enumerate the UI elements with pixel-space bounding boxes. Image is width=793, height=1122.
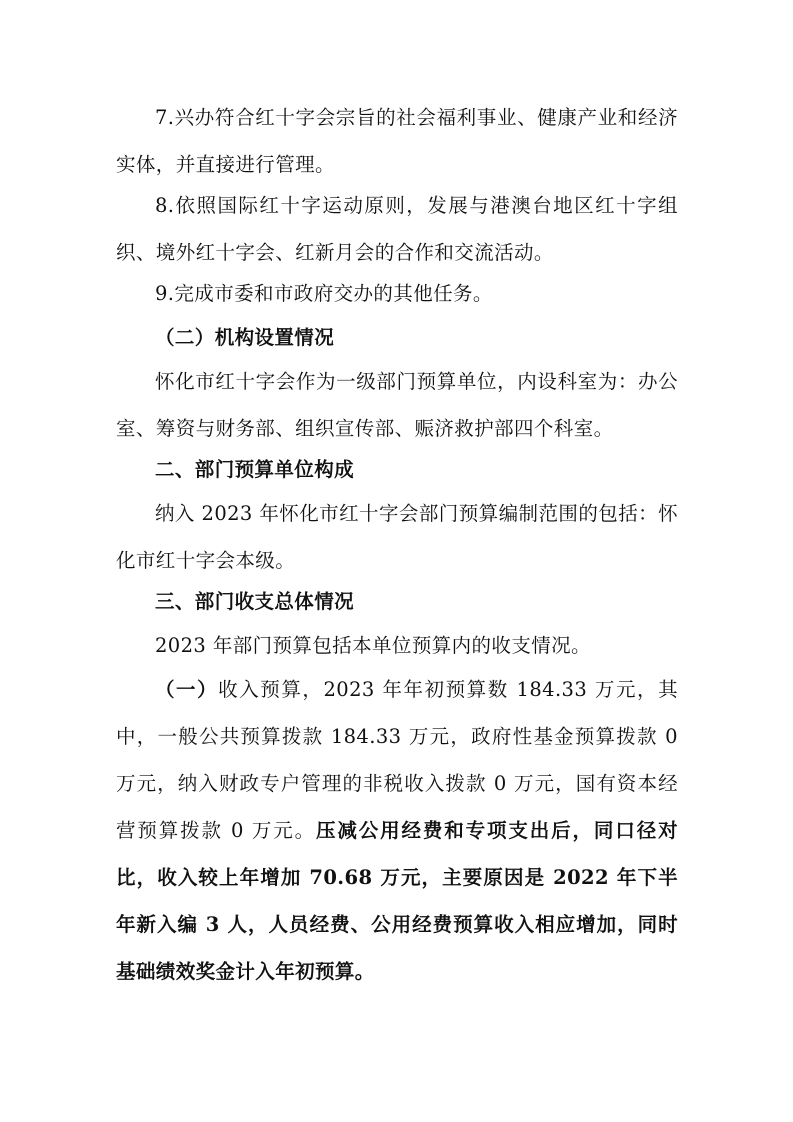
duty-item-7: 7.兴办符合红十字会宗旨的社会福利事业、健康产业和经济实体，并直接进行管理。: [116, 106, 678, 176]
section-heading-units: 二、部门预算单位构成: [155, 458, 355, 481]
units-paragraph: 纳入 2023 年怀化市红十字会部门预算编制范围的包括：怀化市红十字会本级。: [116, 502, 678, 572]
income-bold-text: 压减公用经费和专项支出后，同口径对比，收入较上年增加 70.68 万元，主要原因是 2022 年下半年新入编 3 人，人员经费、公用经费预算收入相应增加，同时基础绩效奖金计入年初预算。: [116, 819, 678, 983]
section-heading-overall: 三、部门收支总体情况: [155, 590, 355, 613]
income-text: 收入预算，2023 年年初预算数 184.33 万元，其中，一般公共预算拨款 184.33 万元，政府性基金预算拨款 0 万元，纳入财政专户管理的非税收入拨款 0 万元，国有资本经营预算拨款 0 万元。: [116, 678, 678, 842]
duty-item-8: 8.依照国际红十字运动原则，发展与港澳台地区红十字组织、境外红十字会、红新月会的合作和交流活动。: [116, 194, 678, 264]
org-paragraph: 怀化市红十字会作为一级部门预算单位，内设科室为：办公室、筹资与财务部、组织宣传部、赈济救护部四个科室。: [116, 370, 678, 440]
overall-paragraph: 2023 年部门预算包括本单位预算内的收支情况。: [155, 634, 591, 657]
income-paragraph: [116, 666, 678, 995]
duty-item-9: 9.完成市委和市政府交办的其他任务。: [155, 282, 493, 305]
section-heading-org: （二）机构设置情况: [155, 326, 335, 349]
income-label: （一）: [155, 678, 219, 701]
